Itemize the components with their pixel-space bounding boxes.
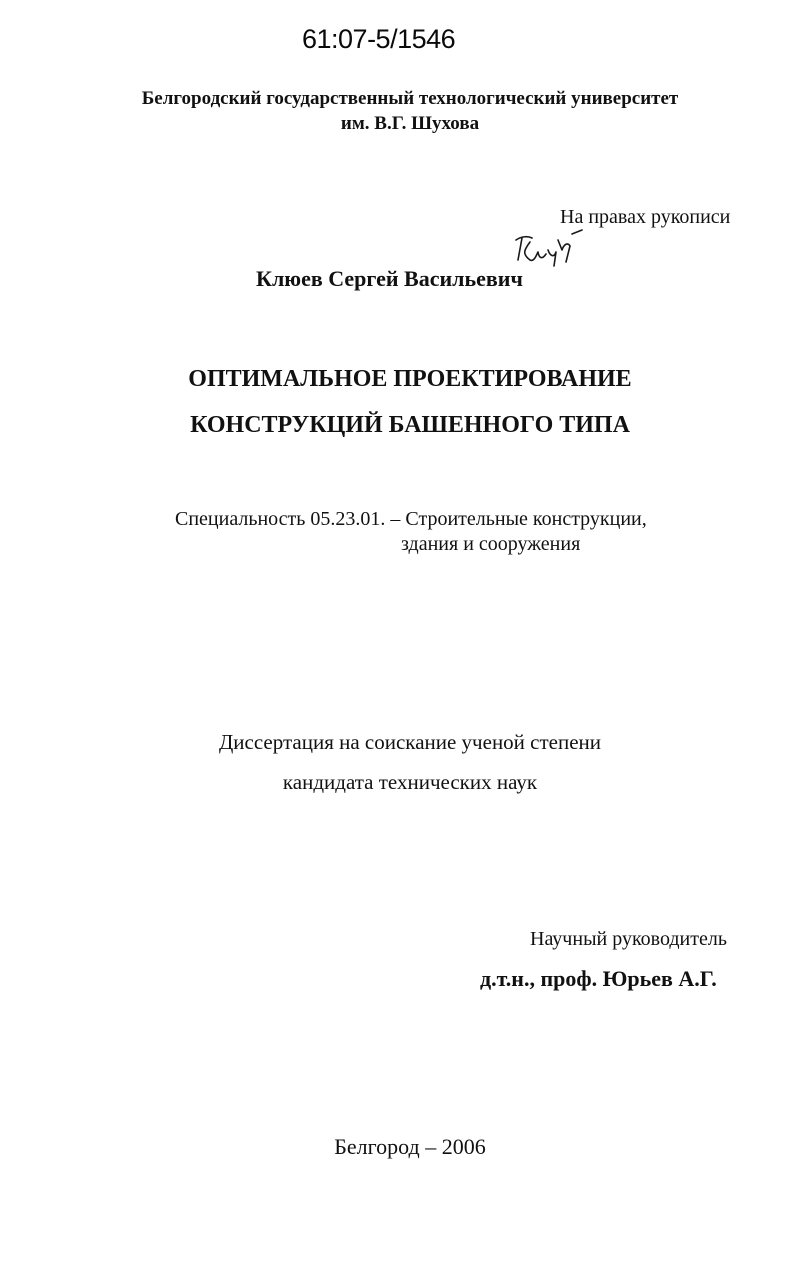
author-name: Клюев Сергей Васильевич bbox=[256, 266, 523, 291]
city-and-year: Белгород – 2006 bbox=[334, 1134, 486, 1159]
specialty-line2: здания и сооружения bbox=[401, 533, 581, 555]
supervisor-role: Научный руководитель bbox=[530, 928, 727, 950]
dissertation-title-line2: КОНСТРУКЦИЙ БАШЕННОГО ТИПА bbox=[190, 412, 630, 438]
degree-statement-line2: кандидата технических наук bbox=[282, 770, 538, 794]
degree-statement-line1: Диссертация на соискание ученой степени bbox=[218, 730, 602, 754]
university-name-line1: Белгородский государственный технологический университет bbox=[141, 88, 679, 109]
university-name-line2: им. В.Г. Шухова bbox=[340, 113, 480, 134]
dissertation-title-line1: ОПТИМАЛЬНОЕ ПРОЕКТИРОВАНИЕ bbox=[188, 366, 632, 392]
supervisor-name: д.т.н., проф. Юрьев А.Г. bbox=[480, 966, 717, 991]
manuscript-rights-note: На правах рукописи bbox=[560, 206, 731, 228]
specialty-line1: Специальность 05.23.01. – Строительные конструкции, bbox=[175, 508, 647, 530]
library-stamp-code: 61:07-5/1546 bbox=[302, 24, 456, 54]
signature-mark bbox=[508, 226, 598, 268]
